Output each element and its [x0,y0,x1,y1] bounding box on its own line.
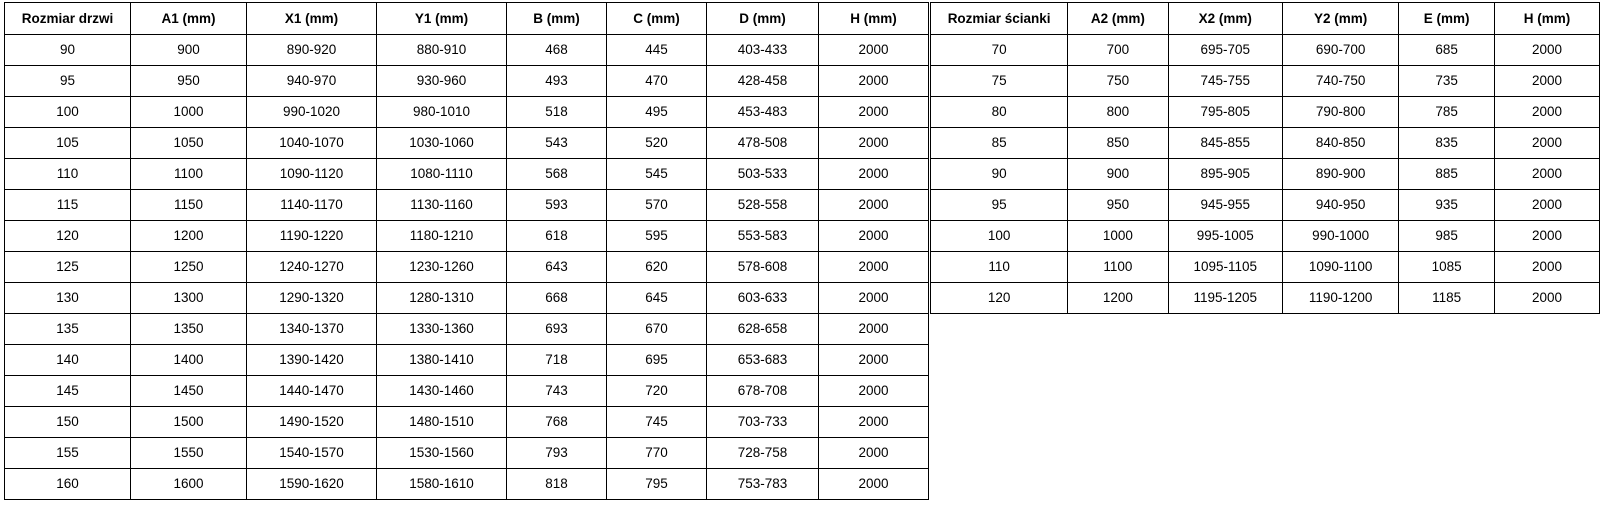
cell-x1: 1440-1470 [247,376,377,407]
cell-h: 2000 [819,97,929,128]
table-row [931,159,1600,190]
cell-h: 2000 [819,469,929,500]
cell-a2: 1000 [1068,221,1168,252]
cell-b: 568 [507,159,607,190]
cell-rozmiar-drzwi: 135 [5,314,131,345]
cell-y1: 980-1010 [377,97,507,128]
cell-a1: 1000 [131,97,247,128]
cell-a1: 1100 [131,159,247,190]
cell-a2: 750 [1068,66,1168,97]
cell-c: 545 [607,159,707,190]
cell-x2: 845-855 [1168,128,1282,159]
cell-x2: 695-705 [1168,35,1282,66]
cell-y1: 1180-1210 [377,221,507,252]
cell-rozmiar-scianki: 95 [931,190,1068,221]
cell-x1: 1290-1320 [247,283,377,314]
cell-y2: 740-750 [1282,66,1398,97]
cell-c: 595 [607,221,707,252]
cell-a1: 1150 [131,190,247,221]
cell-y1: 1530-1560 [377,438,507,469]
table-row [931,35,1600,66]
cell-d: 528-558 [707,190,819,221]
cell-b: 693 [507,314,607,345]
cell-h: 2000 [819,252,929,283]
cell-y2: 840-850 [1282,128,1398,159]
table-row [5,221,929,252]
column-header-rozmiar-drzwi: Rozmiar drzwi [5,3,131,35]
cell-d: 453-483 [707,97,819,128]
cell-b: 543 [507,128,607,159]
cell-rozmiar-drzwi: 95 [5,66,131,97]
cell-y2: 990-1000 [1282,221,1398,252]
cell-d: 753-783 [707,469,819,500]
table-header-row [931,3,1600,35]
cell-a2: 1100 [1068,252,1168,283]
cell-y1: 1030-1060 [377,128,507,159]
column-header-a2: A2 (mm) [1068,3,1168,35]
cell-rozmiar-scianki: 90 [931,159,1068,190]
cell-y1: 1230-1260 [377,252,507,283]
cell-e: 935 [1399,190,1495,221]
column-header-rozmiar-scianki: Rozmiar ścianki [931,3,1068,35]
column-header-a1: A1 (mm) [131,3,247,35]
column-header-y2: Y2 (mm) [1282,3,1398,35]
cell-x2: 745-755 [1168,66,1282,97]
cell-x2: 795-805 [1168,97,1282,128]
cell-b: 668 [507,283,607,314]
cell-rozmiar-scianki: 100 [931,221,1068,252]
cell-x1: 1240-1270 [247,252,377,283]
cell-h: 2000 [819,314,929,345]
cell-d: 703-733 [707,407,819,438]
cell-e: 885 [1399,159,1495,190]
cell-b: 818 [507,469,607,500]
cell-h: 2000 [819,35,929,66]
cell-rozmiar-drzwi: 140 [5,345,131,376]
cell-h: 2000 [1494,221,1599,252]
table-row [5,66,929,97]
column-header-h: H (mm) [1494,3,1599,35]
cell-x2: 1095-1105 [1168,252,1282,283]
cell-rozmiar-drzwi: 115 [5,190,131,221]
cell-b: 743 [507,376,607,407]
column-header-e: E (mm) [1399,3,1495,35]
column-header-x1: X1 (mm) [247,3,377,35]
table-row [5,128,929,159]
cell-y1: 1130-1160 [377,190,507,221]
cell-y1: 1280-1310 [377,283,507,314]
cell-a1: 1350 [131,314,247,345]
cell-a2: 950 [1068,190,1168,221]
cell-rozmiar-drzwi: 125 [5,252,131,283]
cell-a1: 900 [131,35,247,66]
table-row [931,283,1600,314]
cell-a2: 850 [1068,128,1168,159]
cell-rozmiar-drzwi: 150 [5,407,131,438]
table-row [5,97,929,128]
cell-h: 2000 [819,407,929,438]
cell-y1: 1580-1610 [377,469,507,500]
cell-c: 770 [607,438,707,469]
cell-c: 520 [607,128,707,159]
doors-dimensions-table-container [4,2,929,500]
table-row [5,376,929,407]
cell-c: 795 [607,469,707,500]
cell-rozmiar-drzwi: 155 [5,438,131,469]
cell-rozmiar-drzwi: 100 [5,97,131,128]
cell-b: 793 [507,438,607,469]
cell-c: 645 [607,283,707,314]
cell-h: 2000 [819,159,929,190]
cell-a1: 1250 [131,252,247,283]
table-row [931,66,1600,97]
table-row [5,345,929,376]
cell-rozmiar-drzwi: 105 [5,128,131,159]
cell-b: 718 [507,345,607,376]
cell-y1: 1480-1510 [377,407,507,438]
cell-c: 720 [607,376,707,407]
cell-d: 428-458 [707,66,819,97]
cell-h: 2000 [1494,66,1599,97]
cell-y2: 890-900 [1282,159,1398,190]
table-row [5,159,929,190]
column-header-d: D (mm) [707,3,819,35]
table-row [5,283,929,314]
cell-b: 468 [507,35,607,66]
table-row [931,221,1600,252]
cell-x1: 1340-1370 [247,314,377,345]
table-header-row [5,3,929,35]
cell-x1: 1590-1620 [247,469,377,500]
cell-a1: 1200 [131,221,247,252]
cell-y2: 940-950 [1282,190,1398,221]
table-row [931,190,1600,221]
cell-b: 518 [507,97,607,128]
table-row [5,438,929,469]
cell-d: 553-583 [707,221,819,252]
cell-h: 2000 [1494,190,1599,221]
cell-c: 470 [607,66,707,97]
cell-a1: 1600 [131,469,247,500]
cell-h: 2000 [1494,283,1599,314]
cell-d: 628-658 [707,314,819,345]
column-header-b: B (mm) [507,3,607,35]
cell-h: 2000 [819,345,929,376]
cell-a1: 1400 [131,345,247,376]
cell-d: 403-433 [707,35,819,66]
table-row [931,97,1600,128]
cell-rozmiar-drzwi: 145 [5,376,131,407]
cell-h: 2000 [819,66,929,97]
cell-a1: 1500 [131,407,247,438]
cell-c: 495 [607,97,707,128]
column-header-y1: Y1 (mm) [377,3,507,35]
cell-x1: 1140-1170 [247,190,377,221]
cell-x1: 1540-1570 [247,438,377,469]
cell-x2: 995-1005 [1168,221,1282,252]
cell-h: 2000 [1494,35,1599,66]
cell-h: 2000 [1494,159,1599,190]
table-row [931,252,1600,283]
cell-rozmiar-drzwi: 130 [5,283,131,314]
cell-x1: 940-970 [247,66,377,97]
cell-h: 2000 [819,190,929,221]
cell-rozmiar-scianki: 80 [931,97,1068,128]
cell-rozmiar-drzwi: 90 [5,35,131,66]
cell-h: 2000 [819,438,929,469]
cell-h: 2000 [1494,97,1599,128]
cell-rozmiar-scianki: 75 [931,66,1068,97]
cell-h: 2000 [819,221,929,252]
cell-e: 685 [1399,35,1495,66]
cell-c: 695 [607,345,707,376]
cell-b: 768 [507,407,607,438]
cell-rozmiar-drzwi: 160 [5,469,131,500]
cell-a2: 700 [1068,35,1168,66]
cell-a1: 1550 [131,438,247,469]
cell-b: 593 [507,190,607,221]
cell-rozmiar-scianki: 110 [931,252,1068,283]
cell-a1: 950 [131,66,247,97]
table-row [5,407,929,438]
cell-y1: 930-960 [377,66,507,97]
cell-x1: 1040-1070 [247,128,377,159]
cell-y1: 1080-1110 [377,159,507,190]
cell-rozmiar-drzwi: 120 [5,221,131,252]
cell-rozmiar-scianki: 120 [931,283,1068,314]
cell-d: 678-708 [707,376,819,407]
cell-y1: 1430-1460 [377,376,507,407]
cell-rozmiar-scianki: 85 [931,128,1068,159]
cell-d: 578-608 [707,252,819,283]
cell-e: 785 [1399,97,1495,128]
cell-x1: 990-1020 [247,97,377,128]
cell-d: 653-683 [707,345,819,376]
walls-table-body [931,35,1600,314]
cell-x1: 1090-1120 [247,159,377,190]
cell-a1: 1450 [131,376,247,407]
cell-y1: 1330-1360 [377,314,507,345]
cell-a1: 1050 [131,128,247,159]
table-row [5,469,929,500]
cell-e: 1185 [1399,283,1495,314]
table-row [5,190,929,221]
cell-d: 478-508 [707,128,819,159]
cell-rozmiar-drzwi: 110 [5,159,131,190]
cell-x2: 895-905 [1168,159,1282,190]
cell-d: 603-633 [707,283,819,314]
column-header-c: C (mm) [607,3,707,35]
cell-h: 2000 [1494,128,1599,159]
cell-y2: 690-700 [1282,35,1398,66]
cell-d: 503-533 [707,159,819,190]
cell-h: 2000 [1494,252,1599,283]
cell-e: 1085 [1399,252,1495,283]
cell-c: 570 [607,190,707,221]
cell-x1: 890-920 [247,35,377,66]
cell-h: 2000 [819,376,929,407]
cell-c: 670 [607,314,707,345]
table-row [931,128,1600,159]
cell-h: 2000 [819,283,929,314]
cell-x1: 1390-1420 [247,345,377,376]
cell-a2: 1200 [1068,283,1168,314]
cell-x2: 1195-1205 [1168,283,1282,314]
cell-h: 2000 [819,128,929,159]
column-header-x2: X2 (mm) [1168,3,1282,35]
table-row [5,252,929,283]
cell-c: 445 [607,35,707,66]
cell-rozmiar-scianki: 70 [931,35,1068,66]
cell-a2: 800 [1068,97,1168,128]
cell-y2: 790-800 [1282,97,1398,128]
walls-table-head [931,3,1600,35]
cell-x1: 1490-1520 [247,407,377,438]
cell-y1: 880-910 [377,35,507,66]
table-row [5,314,929,345]
cell-x1: 1190-1220 [247,221,377,252]
walls-dimensions-table-container [930,2,1600,314]
doors-table-body [5,35,929,500]
cell-y1: 1380-1410 [377,345,507,376]
column-header-h: H (mm) [819,3,929,35]
walls-dimensions-table [930,2,1600,314]
doors-dimensions-table [4,2,929,500]
cell-b: 643 [507,252,607,283]
cell-c: 745 [607,407,707,438]
cell-e: 735 [1399,66,1495,97]
cell-d: 728-758 [707,438,819,469]
cell-e: 985 [1399,221,1495,252]
cell-b: 493 [507,66,607,97]
cell-a2: 900 [1068,159,1168,190]
cell-c: 620 [607,252,707,283]
cell-a1: 1300 [131,283,247,314]
cell-y2: 1190-1200 [1282,283,1398,314]
cell-x2: 945-955 [1168,190,1282,221]
cell-e: 835 [1399,128,1495,159]
cell-b: 618 [507,221,607,252]
cell-y2: 1090-1100 [1282,252,1398,283]
doors-table-head [5,3,929,35]
table-row [5,35,929,66]
